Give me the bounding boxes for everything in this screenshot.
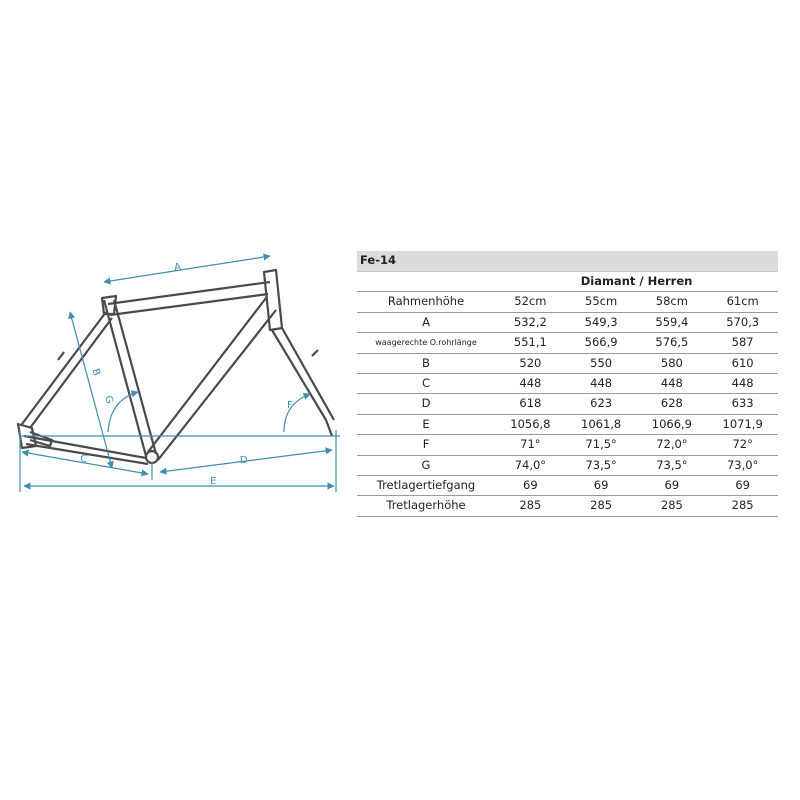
dim-label-b: B (89, 367, 102, 378)
dim-label-c: C (79, 453, 88, 466)
row-value: 628 (637, 394, 708, 414)
table-title: Fe-14 (357, 251, 778, 272)
size-header: 55cm (566, 292, 637, 312)
dimension-lines (20, 256, 340, 492)
table-row (357, 312, 778, 332)
row-value: 69 (637, 476, 708, 496)
row-value: 587 (707, 333, 778, 353)
fork (272, 328, 334, 436)
row-label: E (357, 414, 495, 434)
row-value: 566,9 (566, 333, 637, 353)
group-spacer (357, 272, 495, 292)
frame-geometry-diagram (0, 240, 360, 510)
group-label: Diamant / Herren (495, 272, 778, 292)
row-value: 580 (637, 353, 708, 373)
group-header-row (357, 272, 778, 292)
row-value: 570,3 (707, 312, 778, 332)
table-row (357, 333, 778, 353)
row-value: 623 (566, 394, 637, 414)
row-value: 576,5 (637, 333, 708, 353)
row-value: 1071,9 (707, 414, 778, 434)
size-header: 61cm (707, 292, 778, 312)
row-value: 285 (707, 496, 778, 516)
row-value: 448 (495, 374, 566, 394)
seat-tube (104, 300, 156, 456)
row-label: A (357, 312, 495, 332)
table-row (357, 394, 778, 414)
row-value: 285 (637, 496, 708, 516)
row-label: D (357, 394, 495, 414)
row-value: 71,5° (566, 435, 637, 455)
row-value: 69 (495, 476, 566, 496)
dim-label-f: F (287, 400, 293, 411)
row-value: 73,5° (566, 455, 637, 475)
row-value: 285 (495, 496, 566, 516)
size-header-row (357, 292, 778, 312)
row-value: 610 (707, 353, 778, 373)
row-value: 618 (495, 394, 566, 414)
table-row (357, 435, 778, 455)
table-row (357, 414, 778, 434)
row-label: F (357, 435, 495, 455)
row-value: 72° (707, 435, 778, 455)
seat-post (102, 296, 116, 314)
row-value: 71° (495, 435, 566, 455)
row-value: 285 (566, 496, 637, 516)
row-value: 72,0° (637, 435, 708, 455)
row-value: 520 (495, 353, 566, 373)
row-value: 1061,8 (566, 414, 637, 434)
dim-a-line (104, 256, 270, 282)
header-label: Rahmenhöhe (357, 292, 495, 312)
bike-frame (18, 270, 334, 464)
table-row (357, 455, 778, 475)
row-value: 1066,9 (637, 414, 708, 434)
row-value: 73,0° (707, 455, 778, 475)
top-tube (108, 282, 270, 315)
row-label: Tretlagerhöhe (357, 496, 495, 516)
table-row (357, 496, 778, 516)
row-value: 559,4 (637, 312, 708, 332)
row-value: 448 (637, 374, 708, 394)
table-title-row (357, 251, 778, 272)
row-value: 73,5° (637, 455, 708, 475)
row-value: 549,3 (566, 312, 637, 332)
table-row (357, 353, 778, 373)
dim-label-e: E (210, 476, 217, 487)
dim-label-d: D (239, 454, 249, 467)
dim-label-a: A (173, 261, 182, 274)
geometry-table (357, 251, 778, 517)
row-label: Tretlagertiefgang (357, 476, 495, 496)
row-value: 1056,8 (495, 414, 566, 434)
row-value: 633 (707, 394, 778, 414)
row-value: 550 (566, 353, 637, 373)
row-value: 69 (566, 476, 637, 496)
row-label: waagerechte O.rohrlänge (357, 333, 495, 353)
row-label: C (357, 374, 495, 394)
size-header: 58cm (637, 292, 708, 312)
row-value: 532,2 (495, 312, 566, 332)
row-value: 448 (707, 374, 778, 394)
size-header: 52cm (495, 292, 566, 312)
bottom-bracket (146, 451, 158, 463)
row-value: 551,1 (495, 333, 566, 353)
row-value: 69 (707, 476, 778, 496)
row-value: 448 (566, 374, 637, 394)
table-row (357, 476, 778, 496)
dim-label-g: G (102, 394, 115, 405)
table-row (357, 374, 778, 394)
row-value: 74,0° (495, 455, 566, 475)
brake-mount (58, 350, 318, 360)
row-label: B (357, 353, 495, 373)
row-label: G (357, 455, 495, 475)
